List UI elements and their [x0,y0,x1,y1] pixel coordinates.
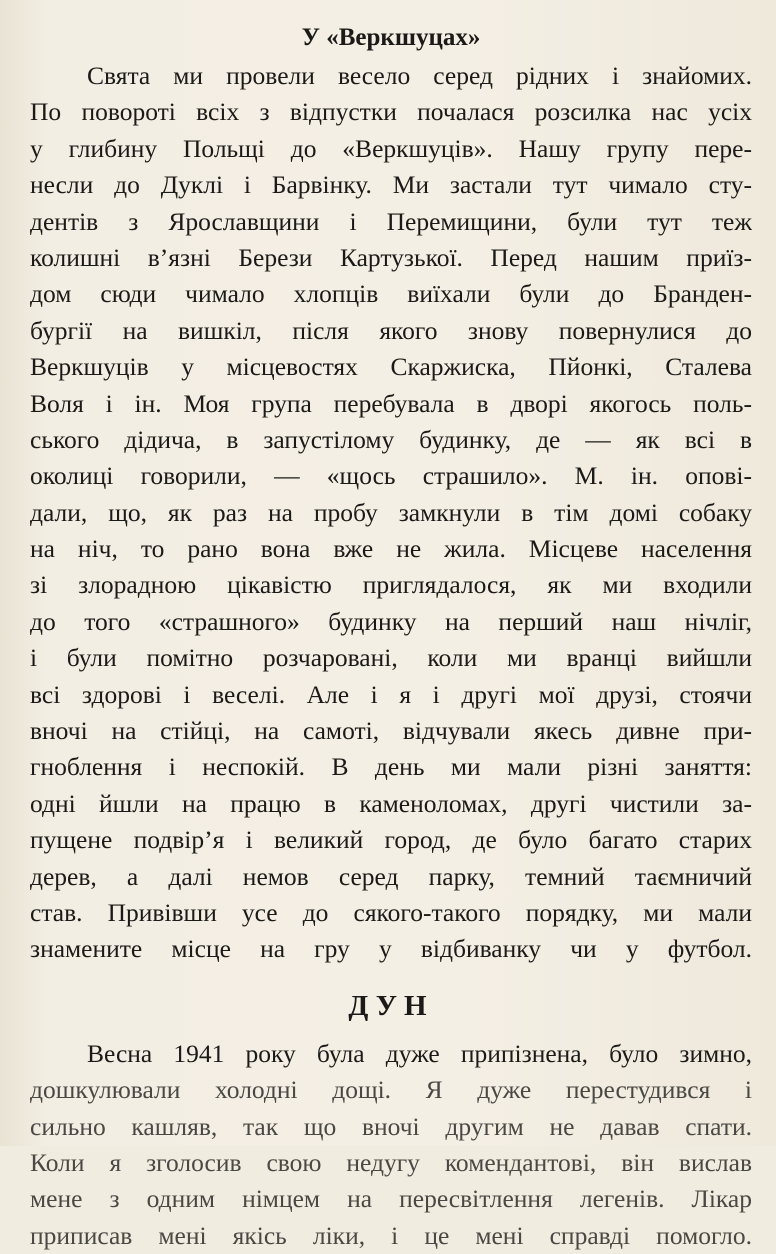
text-line: одні йшли на працю в каменоломах, другі чистили за- [30,788,752,818]
paragraph-dun [30,1036,752,1254]
text-line: і були помітно розчаровані, коли ми вранці вийшли [30,643,752,673]
text-line: зі злорадною цікавістю приглядалося, як ми входили [30,570,752,600]
text-line: на ніч, то рано вона вже не жила. Місцеве населення [30,534,752,564]
text-line: бургії на вишкіл, після якого знову повернулися до [30,315,752,345]
text-line: По повороті всіх з відпустки почалася розсилка нас усіх [30,97,752,127]
text-line: колишні в’язні Берези Картузької. Перед нашим приїз- [30,242,752,272]
text-line: став. Привівши усе до сякого-такого порядку, ми мали [30,897,752,927]
text-line: дентів з Ярославщини і Перемищини, були тут теж [30,206,752,236]
text-line: гноблення і неспокій. В день ми мали різні заняття: [30,752,752,782]
paragraph-verkshutsy [30,58,752,968]
text-line: мене з одним німцем на пересвітлення легенів. Лікар [30,1184,752,1214]
section-heading-verkshutsy: У «Веркшуцах» [301,24,481,51]
text-line: дерев, а далі немов серед парку, темний таємничий [30,861,752,891]
text-line: у глибину Польщі до «Веркшуців». Нашу групу пере- [30,133,752,163]
text-line: несли до Дуклі і Барвінку. Ми застали тут чимало сту- [30,170,752,200]
text-line: дошкулювали холодні дощі. Я дуже перестудився і [30,1075,752,1105]
text-line: Веркшуців у місцевостях Скаржиска, Пйонкі, Сталева [30,352,752,382]
text-line: приписав мені якісь ліки, і це мені справді помогло. [30,1220,752,1250]
text-line: дом сюди чимало хлопців виїхали були до Бранден- [30,279,752,309]
text-line: Коли я зголосив свою недугу комендантові, він вислав [30,1147,752,1177]
text-line: знамените місце на гру у відбиванку чи у футбол. [30,934,752,964]
text-line: Весна 1941 року була дуже припізнена, було зимно, [87,1038,752,1068]
text-line: околиці говорили, — «щось страшило». М. ін. опові- [30,461,752,491]
text-line: до того «страшного» будинку на перший наш нічліг, [30,606,752,636]
text-line: Свята ми провели весело серед рідних і знайомих. [87,61,752,90]
text-line: Воля і ін. Моя група перебувала в дворі якогось поль- [30,388,752,418]
section-heading-dun: ДУН [348,989,434,1022]
text-line: вночі на стійці, на самоті, відчували якесь дивне при- [30,716,752,746]
text-line: пущене подвір’я і великий город, де було багато старих [30,825,752,855]
text-line: всі здорові і веселі. Але і я і другі мої друзі, стоячи [30,679,752,709]
text-line: ського дідича, в запустілому будинку, де — як всі в [30,424,752,454]
text-line: сильно кашляв, так що вночі другим не давав спати. [30,1111,752,1141]
text-line: дали, що, як раз на пробу замкнули в тім домі собаку [30,497,752,527]
